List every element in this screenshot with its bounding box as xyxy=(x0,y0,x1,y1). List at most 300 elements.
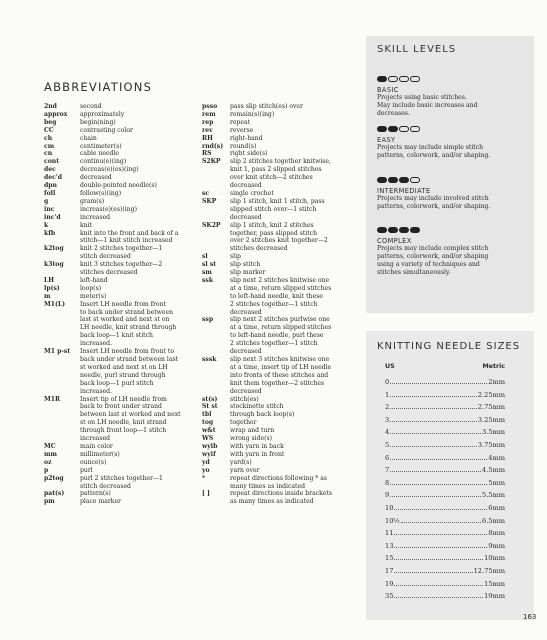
abbreviation-row xyxy=(202,356,357,364)
filled-bar-icon xyxy=(377,76,387,82)
abbreviation-row xyxy=(202,372,357,380)
abbreviation-term xyxy=(44,269,80,277)
empty-bar-icon xyxy=(410,177,420,183)
abbreviation-row xyxy=(202,498,357,506)
abbreviation-term: sc xyxy=(202,189,210,197)
abbreviation-definition: single crochet xyxy=(230,189,274,197)
dotted-leader xyxy=(390,421,477,422)
us-size: 2 xyxy=(385,403,390,412)
abbreviation-term: g xyxy=(44,197,49,205)
metric-size: 2.75mm xyxy=(477,403,505,412)
abbreviation-term: p2tog xyxy=(44,474,64,482)
abbreviation-term xyxy=(44,419,80,427)
abbreviation-definition: yarn over xyxy=(230,466,260,474)
abbreviation-term xyxy=(44,237,80,245)
filled-bar-icon xyxy=(388,177,398,183)
abbreviation-row xyxy=(202,198,357,206)
abbreviation-definition: continu(e)(ing) xyxy=(80,158,127,166)
skill-level-description: patterns, colorwork, and/or shaping. xyxy=(377,203,491,211)
abbreviations-title: ABBREVIATIONS xyxy=(44,80,153,94)
abbreviation-definition: with yarn in back xyxy=(230,442,284,450)
abbreviation-definition: pass slip stitch(es) over xyxy=(230,103,303,110)
abbreviation-term xyxy=(44,309,80,317)
abbreviation-term: oz xyxy=(44,458,52,466)
abbreviation-term: yd xyxy=(202,458,210,466)
abbreviation-term: k3tog xyxy=(44,261,64,269)
abbreviation-term xyxy=(44,427,80,435)
needle-size-table xyxy=(385,376,505,603)
needle-size-row xyxy=(385,439,505,452)
abbreviation-row xyxy=(202,127,357,135)
abbreviation-term xyxy=(202,498,230,506)
abbreviation-row xyxy=(44,388,194,396)
abbreviation-definition: LH needle, knit strand through xyxy=(80,324,177,332)
abbreviation-definition: slip 2 stitches together knitwise, xyxy=(230,158,331,166)
abbreviation-definition: slip xyxy=(230,253,241,261)
needle-size-row xyxy=(385,540,505,553)
metric-size: 8mm xyxy=(488,529,505,538)
metric-size: 19mm xyxy=(484,592,505,601)
dotted-leader xyxy=(394,559,483,560)
abbreviation-row xyxy=(44,340,194,348)
abbreviation-definition: slip next 2 stitches knitwise one xyxy=(230,276,330,284)
abbreviation-row xyxy=(44,435,194,443)
abbreviation-row xyxy=(44,443,194,451)
page-number: 163 xyxy=(523,613,537,621)
abbreviation-row xyxy=(44,301,194,309)
abbreviation-row xyxy=(202,348,357,356)
abbreviation-definition: as many times as indicated xyxy=(230,498,314,506)
abbreviation-row xyxy=(202,490,357,498)
abbreviation-definition: knit 3 stitches together—2 xyxy=(80,261,163,269)
abbreviation-term: 2nd xyxy=(44,103,57,110)
abbreviation-definition: slip 1 stitch, knit 2 stitches xyxy=(230,221,314,229)
abbreviation-definition: repeat directions following * as xyxy=(230,474,328,482)
needle-size-row xyxy=(385,401,505,414)
abbreviation-definition: gram(s) xyxy=(80,197,105,205)
skill-level-easy xyxy=(377,126,529,160)
abbreviation-definition: stitch decreased xyxy=(80,253,131,261)
abbreviation-term: k xyxy=(44,221,49,229)
skill-level-name: COMPLEX xyxy=(377,237,412,245)
abbreviation-term: beg xyxy=(44,118,57,126)
filled-bar-icon xyxy=(388,126,398,132)
abbreviation-term: S2KP xyxy=(202,158,221,166)
empty-bar-icon xyxy=(399,126,409,132)
abbreviation-row xyxy=(202,301,357,309)
us-size: 17 xyxy=(385,566,394,575)
abbreviation-term xyxy=(202,182,230,190)
abbreviation-definition: stitch—1 knit stitch increased xyxy=(80,237,173,245)
abbreviation-row xyxy=(202,332,357,340)
abbreviation-row xyxy=(44,119,194,127)
abbreviation-row xyxy=(202,206,357,214)
us-size: 13 xyxy=(385,541,394,550)
abbreviation-term: cm xyxy=(44,142,55,150)
abbreviation-term: rep xyxy=(202,118,214,126)
abbreviation-row xyxy=(44,245,194,253)
metric-size: 10mm xyxy=(484,554,505,563)
abbreviation-row xyxy=(44,214,194,222)
abbreviation-row xyxy=(202,324,357,332)
us-size: 7 xyxy=(385,466,390,475)
metric-size: 2.25mm xyxy=(477,390,505,399)
abbreviation-row xyxy=(44,403,194,411)
abbreviation-definition: follow(s)(ing) xyxy=(80,189,122,197)
abbreviation-row xyxy=(44,490,194,498)
abbreviation-term: MC xyxy=(44,442,56,450)
abbreviation-term: wyif xyxy=(202,450,216,458)
filled-bar-icon xyxy=(377,177,387,183)
abbreviation-definition: through front loop—1 stitch xyxy=(80,427,167,435)
abbreviation-row xyxy=(44,364,194,372)
abbreviation-definition: decreased xyxy=(80,174,112,182)
abbreviation-row xyxy=(44,467,194,475)
abbreviation-term: rev xyxy=(202,126,213,134)
abbreviation-row xyxy=(44,380,194,388)
skill-level-name: INTERMEDIATE xyxy=(377,187,431,195)
abbreviation-definition: contrasting color xyxy=(80,126,133,134)
abbreviation-row xyxy=(202,364,357,372)
abbreviation-definition: repeat directions inside brackets xyxy=(230,490,333,498)
filled-bar-icon xyxy=(377,126,387,132)
abbreviation-definition: to back under strand between xyxy=(80,308,174,316)
abbreviation-row xyxy=(44,427,194,435)
abbreviation-term: rnd(s) xyxy=(202,142,224,150)
abbreviation-term xyxy=(44,372,80,380)
abbreviation-row xyxy=(202,103,357,111)
abbreviation-term: lp(s) xyxy=(44,284,60,292)
abbreviation-definition: knit 2 stitches together—1 xyxy=(80,245,163,253)
abbreviation-term: * xyxy=(202,474,206,482)
abbreviation-definition: to left-hand needle, purl these xyxy=(230,332,324,340)
abbreviation-row xyxy=(202,143,357,151)
abbreviation-definition: back loop—1 purl stitch xyxy=(80,379,154,387)
abbreviation-definition: increased. xyxy=(80,387,113,395)
abbreviation-row xyxy=(44,103,194,111)
abbreviation-definition: between last st worked and next xyxy=(80,411,181,419)
abbreviation-definition: together, pass slipped stitch xyxy=(230,229,318,237)
abbreviation-row xyxy=(44,206,194,214)
metric-size: 4mm xyxy=(488,453,505,462)
us-size: 0 xyxy=(385,378,390,386)
abbreviation-definition: over 2 stitches knit together—2 xyxy=(230,237,328,245)
abbreviation-row xyxy=(202,222,357,230)
needle-size-row xyxy=(385,578,505,591)
abbreviation-definition: increased xyxy=(80,213,111,221)
needle-size-row xyxy=(385,477,505,490)
abbreviation-row xyxy=(202,309,357,317)
abbreviation-definition: slip stitch xyxy=(230,261,261,269)
needle-size-row xyxy=(385,426,505,439)
dotted-leader xyxy=(394,585,483,586)
dotted-leader xyxy=(390,496,481,497)
abbreviation-row xyxy=(44,222,194,230)
us-size: 4 xyxy=(385,428,390,437)
skill-level-indicator-icon xyxy=(377,126,529,133)
abbreviation-definition: stockinette stitch xyxy=(230,403,284,411)
abbreviation-term xyxy=(44,435,80,443)
skill-level-intermediate xyxy=(377,177,529,211)
abbreviation-definition: begin(ning) xyxy=(80,118,116,126)
abbreviation-term: CC xyxy=(44,126,54,134)
metric-size: 2mm xyxy=(488,378,505,386)
abbreviation-definition: knit into the front and back of a xyxy=(80,229,179,237)
needle-size-row xyxy=(385,515,505,528)
abbreviation-row xyxy=(202,119,357,127)
abbreviations-right-column xyxy=(202,103,357,506)
abbreviation-term: WS xyxy=(202,435,214,443)
abbreviation-definition: increas(e)(es)(ing) xyxy=(80,205,137,213)
abbreviation-row xyxy=(44,451,194,459)
abbreviation-definition: ounce(s) xyxy=(80,458,107,466)
abbreviation-definition: decreased xyxy=(230,348,262,356)
abbreviation-row xyxy=(44,348,194,356)
abbreviation-term: RH xyxy=(202,134,213,142)
abbreviation-definition: together xyxy=(230,419,257,427)
skill-level-indicator-icon xyxy=(377,177,529,184)
abbreviation-definition: needle, purl strand through xyxy=(80,371,166,379)
abbreviation-term xyxy=(202,380,230,388)
abbreviation-term: wyib xyxy=(202,442,218,450)
metric-size: 3.75mm xyxy=(477,440,505,449)
abbreviation-row xyxy=(44,277,194,285)
abbreviation-row xyxy=(44,316,194,324)
abbreviation-term xyxy=(44,380,80,388)
abbreviation-term: SK2P xyxy=(202,221,221,229)
abbreviation-term: RS xyxy=(202,150,212,158)
us-size: 9 xyxy=(385,491,390,500)
abbreviation-row xyxy=(202,150,357,158)
abbreviation-row xyxy=(202,269,357,277)
skill-level-indicator-icon xyxy=(377,76,529,83)
abbreviation-definition: millimeter(s) xyxy=(80,450,120,458)
filled-bar-icon xyxy=(399,227,409,233)
empty-bar-icon xyxy=(410,126,420,132)
abbreviation-row xyxy=(44,332,194,340)
abbreviation-term xyxy=(44,411,80,419)
abbreviation-definition: centimeter(s) xyxy=(80,142,122,150)
abbreviation-definition: Insert LH needle from front xyxy=(80,300,166,308)
abbreviation-definition: repeat xyxy=(230,118,251,126)
skill-level-description: Projects using basic stitches. xyxy=(377,94,467,101)
abbreviation-term xyxy=(44,403,80,411)
abbreviation-term: tbl xyxy=(202,411,212,419)
abbreviation-row xyxy=(202,190,357,198)
abbreviation-row xyxy=(202,285,357,293)
abbreviation-term xyxy=(202,237,230,245)
abbreviation-term: cont xyxy=(44,158,60,166)
abbreviation-definition: stitches decreased xyxy=(230,245,288,253)
abbreviation-term xyxy=(202,332,230,340)
abbreviation-term xyxy=(202,293,230,301)
abbreviation-row xyxy=(44,411,194,419)
needle-size-row xyxy=(385,414,505,427)
skill-level-description: Projects may include simple stitch xyxy=(377,144,484,151)
needle-size-row xyxy=(385,489,505,502)
abbreviation-term xyxy=(202,206,230,214)
skill-level-complex xyxy=(377,227,529,277)
abbreviation-row xyxy=(44,459,194,467)
abbreviation-definition: main color xyxy=(80,442,113,450)
abbreviation-definition: reverse xyxy=(230,126,254,134)
abbreviation-row xyxy=(202,253,357,261)
abbreviation-term xyxy=(202,214,230,222)
abbreviation-definition: Insert tip of LH needle from xyxy=(80,395,167,403)
us-size: 6 xyxy=(385,453,390,462)
abbreviation-term: yo xyxy=(202,466,210,474)
needle-size-row xyxy=(385,502,505,515)
dotted-leader xyxy=(390,433,481,434)
abbreviation-definition: over knit stitch—2 stitches xyxy=(230,174,313,182)
abbreviation-row xyxy=(44,143,194,151)
abbreviation-term xyxy=(202,285,230,293)
abbreviation-row xyxy=(202,388,357,396)
us-size: 10½ xyxy=(385,516,400,525)
skill-level-description: using a variety of techniques and xyxy=(377,261,480,269)
abbreviation-row xyxy=(44,261,194,269)
abbreviation-row xyxy=(202,237,357,245)
abbreviation-definition: left-hand xyxy=(80,276,108,284)
abbreviation-row xyxy=(202,277,357,285)
abbreviation-row xyxy=(44,309,194,317)
abbreviation-row xyxy=(44,198,194,206)
abbreviation-definition: right side(s) xyxy=(230,150,268,158)
skill-level-description: May include basic increases and xyxy=(377,102,478,110)
abbreviation-term: sl xyxy=(202,253,208,261)
abbreviation-definition: slip 1 stitch, knit 1 stitch, pass xyxy=(230,197,325,205)
abbreviation-term xyxy=(202,348,230,356)
skill-level-description: stitches simultaneously. xyxy=(377,269,451,277)
abbreviation-term: mm xyxy=(44,450,57,458)
abbreviation-term: tog xyxy=(202,419,214,427)
abbreviation-definition: through back loop(s) xyxy=(230,411,295,419)
abbreviation-term: SKP xyxy=(202,197,217,205)
abbreviation-definition: increased. xyxy=(80,340,113,348)
metric-size: 3.5mm xyxy=(482,428,505,437)
skill-level-description: decreases. xyxy=(377,110,410,118)
abbreviation-term xyxy=(202,174,230,182)
abbreviation-term xyxy=(202,340,230,348)
abbreviation-row xyxy=(202,158,357,166)
abbreviation-term xyxy=(202,309,230,317)
abbreviation-definition: loop(s) xyxy=(80,284,102,292)
skill-level-description: patterns, colorwork, and/or shaping xyxy=(377,253,489,261)
metric-size: 5mm xyxy=(488,478,505,487)
abbreviation-definition: chain xyxy=(80,134,97,142)
abbreviation-definition: cable needle xyxy=(80,150,120,158)
abbreviation-row xyxy=(44,182,194,190)
abbreviation-row xyxy=(44,253,194,261)
metric-column-header: Metric xyxy=(482,363,505,370)
abbreviation-definition: round(s) xyxy=(230,142,257,150)
filled-bar-icon xyxy=(377,227,387,233)
abbreviation-row xyxy=(202,230,357,238)
abbreviation-term xyxy=(44,483,80,491)
abbreviation-term: [ ] xyxy=(202,490,210,498)
metric-size: 3.25mm xyxy=(477,415,505,424)
abbreviation-definition: st on LH needle, knit strand xyxy=(80,419,167,427)
filled-bar-icon xyxy=(410,227,420,233)
abbreviation-term xyxy=(44,340,80,348)
abbreviation-definition: remain(s)(ing) xyxy=(230,110,275,118)
abbreviation-term: kfb xyxy=(44,229,56,237)
needle-size-row xyxy=(385,464,505,477)
abbreviation-term: rem xyxy=(202,110,216,118)
metric-size: 9mm xyxy=(488,541,505,550)
needle-size-row xyxy=(385,552,505,565)
abbreviation-row xyxy=(202,427,357,435)
dotted-leader xyxy=(394,572,472,573)
dotted-leader xyxy=(390,383,487,384)
abbreviation-row xyxy=(202,451,357,459)
us-column-header: US xyxy=(385,363,395,370)
filled-bar-icon xyxy=(388,227,398,233)
abbreviation-term: dpn xyxy=(44,182,57,190)
abbreviation-definition: purl 2 stitches together—1 xyxy=(80,474,163,482)
abbreviation-term xyxy=(202,166,230,174)
us-size: 11 xyxy=(385,529,394,538)
abbreviation-row xyxy=(202,166,357,174)
needle-size-row xyxy=(385,452,505,465)
abbreviation-definition: back under strand between last xyxy=(80,356,179,363)
filled-bar-icon xyxy=(399,177,409,183)
abbreviation-term xyxy=(44,332,80,340)
skill-levels-panel xyxy=(366,36,534,313)
abbreviation-row xyxy=(44,127,194,135)
abbreviation-definition: decreased xyxy=(230,213,262,221)
abbreviation-definition: slip marker xyxy=(230,269,266,277)
abbreviation-definition: increased xyxy=(80,435,111,443)
abbreviation-row xyxy=(202,111,357,119)
abbreviation-term xyxy=(44,253,80,261)
dotted-leader xyxy=(390,446,477,447)
abbreviation-definition: slipped stitch over—1 stitch xyxy=(230,205,317,213)
abbreviation-term xyxy=(202,364,230,372)
abbreviation-definition: knit 1, pass 2 slipped stitches xyxy=(230,166,322,174)
abbreviation-row xyxy=(202,483,357,491)
abbreviation-term: inc xyxy=(44,205,55,213)
metric-size: 5.5mm xyxy=(482,491,505,500)
abbreviation-term xyxy=(202,230,230,238)
abbreviation-row xyxy=(202,245,357,253)
abbreviation-definition: stitch decreased xyxy=(80,482,131,490)
abbreviation-row xyxy=(202,340,357,348)
abbreviation-term: M1R xyxy=(44,395,61,403)
metric-size: 12.75mm xyxy=(473,566,505,575)
abbreviation-row xyxy=(44,230,194,238)
empty-bar-icon xyxy=(410,76,420,82)
abbreviation-definition: slip next 3 stitches knitwise one xyxy=(230,356,330,363)
abbreviation-definition: stitches decreased xyxy=(80,269,138,277)
abbreviation-term: sm xyxy=(202,269,212,277)
abbreviation-row xyxy=(202,316,357,324)
metric-size: 4.5mm xyxy=(482,466,505,475)
abbreviation-term: inc'd xyxy=(44,213,61,221)
us-size: 15 xyxy=(385,554,394,563)
needle-size-row xyxy=(385,389,505,402)
needle-size-row xyxy=(385,565,505,578)
abbreviation-row xyxy=(44,356,194,364)
abbreviation-row xyxy=(202,435,357,443)
abbreviation-definition: slip next 2 stitches purlwise one xyxy=(230,316,330,324)
abbreviation-term: w&t xyxy=(202,427,216,435)
abbreviation-term: LH xyxy=(44,276,55,284)
abbreviation-definition: back to front under strand xyxy=(80,403,162,411)
abbreviation-definition: into fronts of these stitches and xyxy=(230,371,329,379)
empty-bar-icon xyxy=(388,76,398,82)
abbreviation-term xyxy=(202,372,230,380)
